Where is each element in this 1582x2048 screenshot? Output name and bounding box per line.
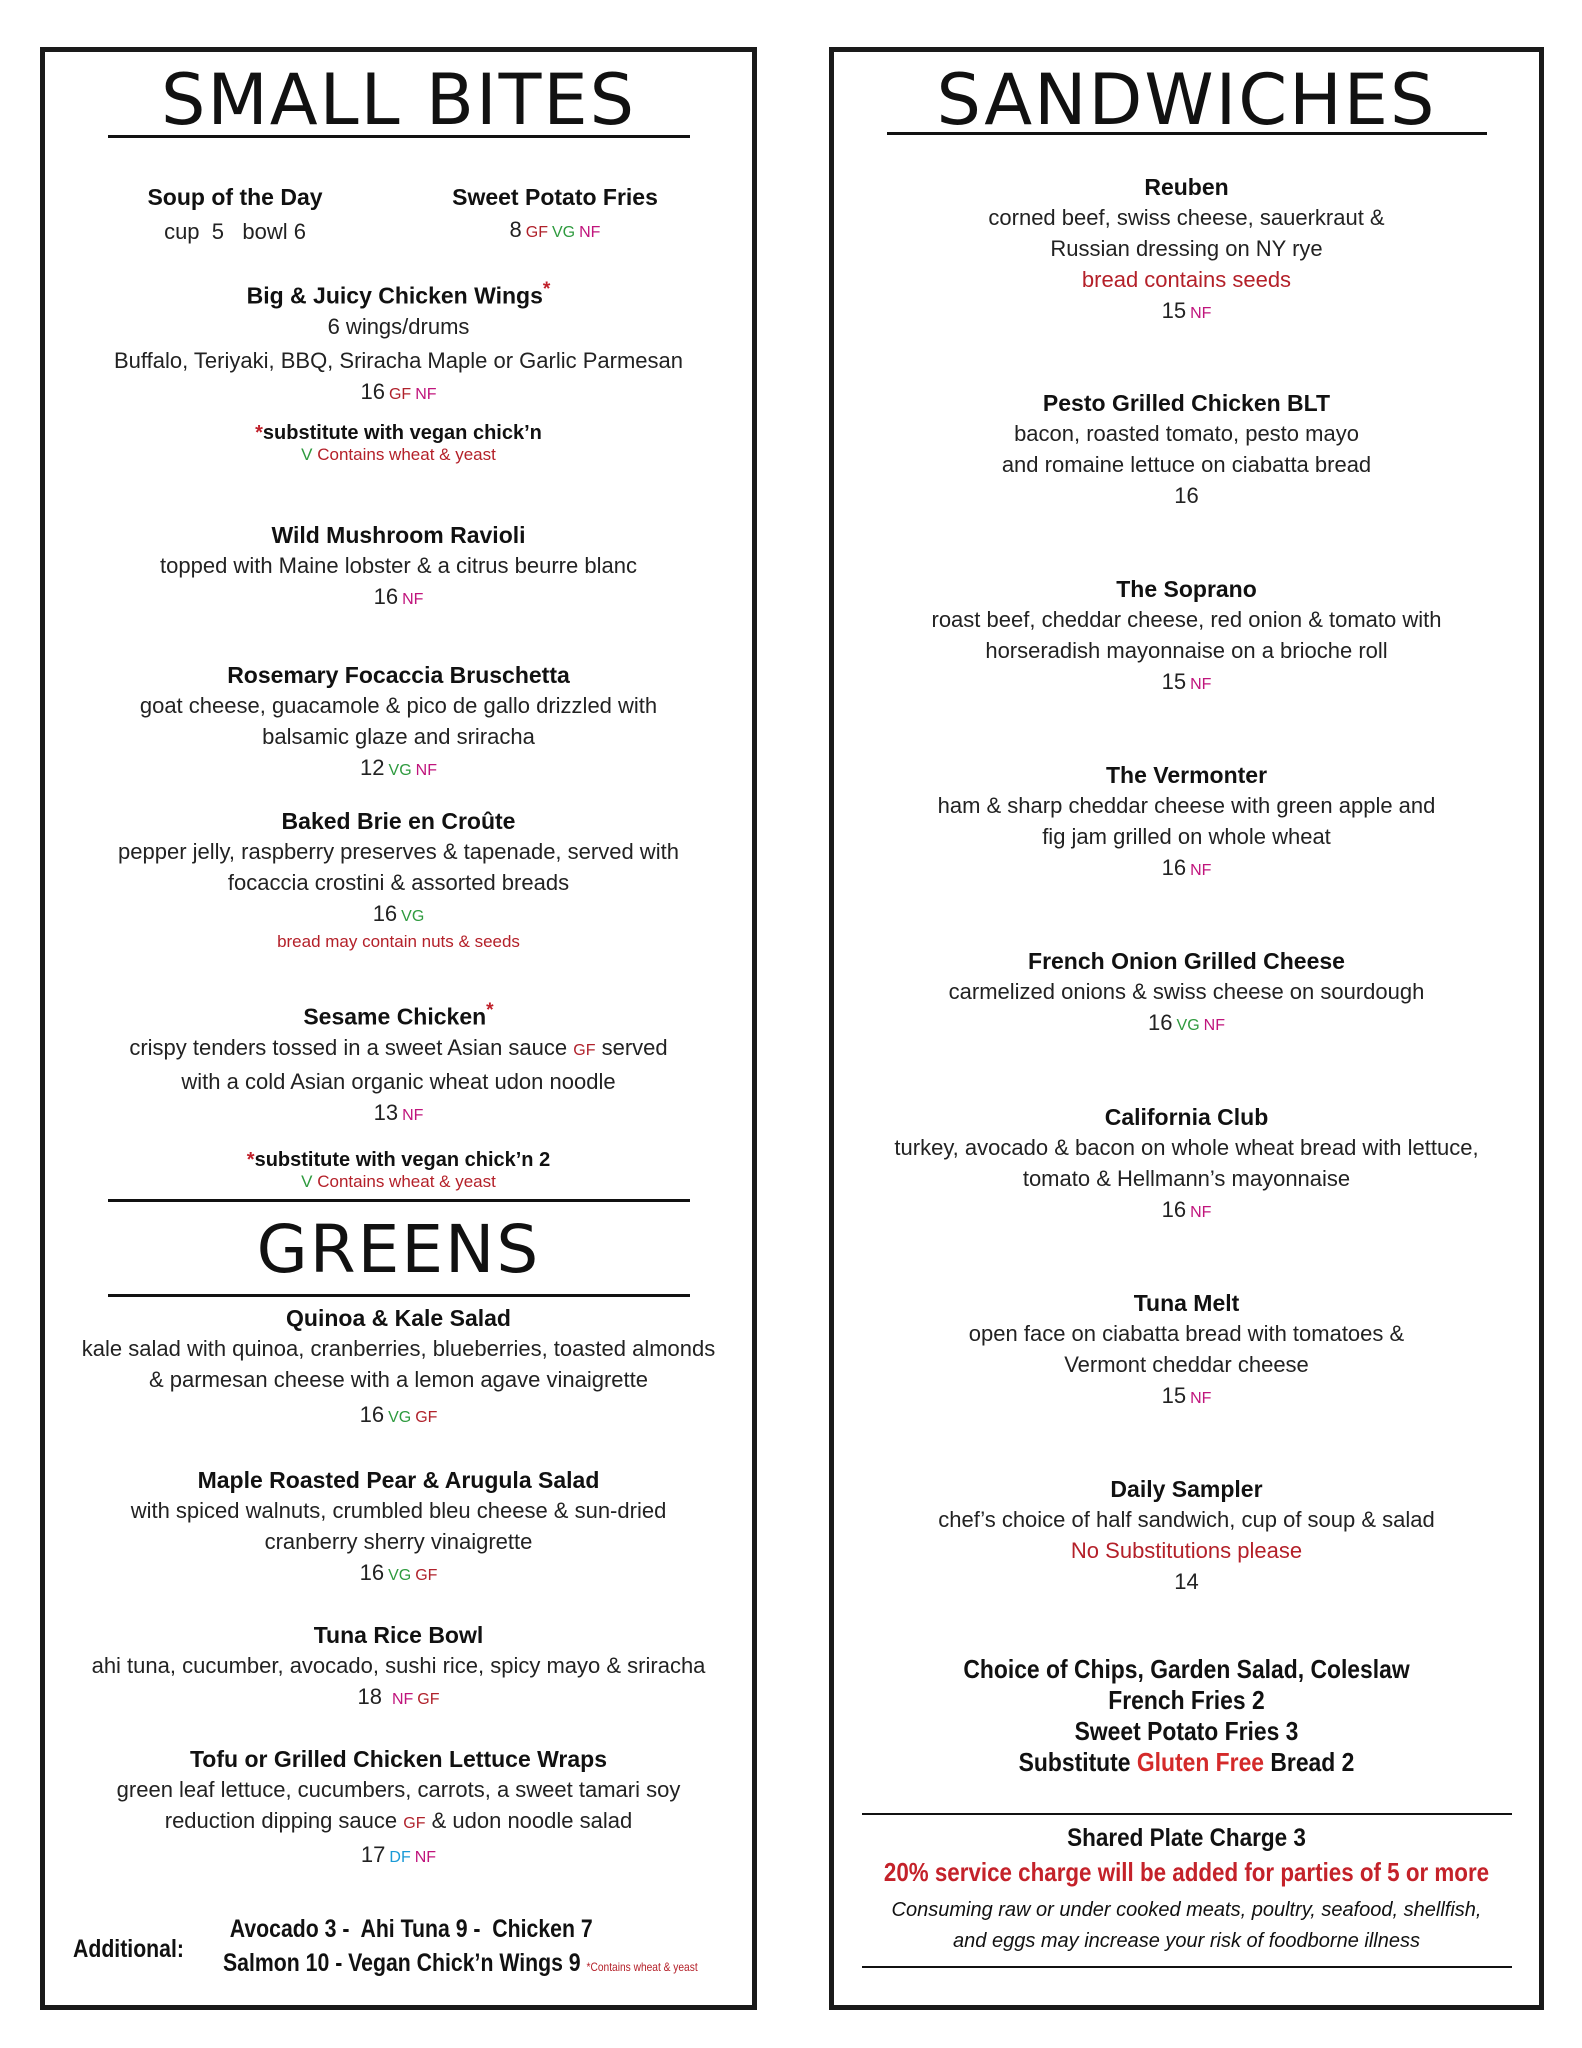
price-value: 16 (359, 1402, 385, 1427)
desc-text: reduction dipping sauce (164, 1808, 398, 1833)
nf-tag: NF (1190, 1204, 1212, 1221)
v-tag: V (301, 1171, 313, 1191)
nf-tag: NF (391, 1691, 414, 1708)
item-name: Soup of the Day (147, 184, 323, 210)
item-price (45, 1399, 752, 1433)
df-tag: DF (389, 1849, 411, 1866)
item-desc: Russian dressing on NY rye (1050, 236, 1323, 261)
item-desc: pepper jelly, raspberry preserves & tapenade, served with (118, 839, 679, 864)
item-price: 16 (1174, 483, 1199, 508)
additional-options (223, 1912, 698, 1984)
item-name: Reuben (1144, 174, 1229, 200)
footer-bottom-rule (862, 1966, 1512, 1968)
vg-tag: VG (552, 224, 576, 241)
sandwiches-title: SANDWICHES (936, 59, 1437, 141)
contains-note (45, 1172, 752, 1192)
item-desc: balsamic glaze and sriracha (262, 724, 535, 749)
sweet-potato-fries (425, 182, 685, 248)
pear-arugula-salad (45, 1465, 752, 1591)
choices-line: French Fries 2 (1108, 1685, 1265, 1715)
price-value: 16 (372, 901, 398, 926)
price-value: 16 (373, 584, 399, 609)
vegan-substitute (45, 422, 752, 445)
item-price (834, 1194, 1539, 1228)
service-charge: 20% service charge will be added for parties of 5 or more (883, 1857, 1490, 1887)
nf-tag: NF (1190, 305, 1212, 322)
title-underline (887, 132, 1487, 135)
nf-tag: NF (1203, 1017, 1225, 1034)
vg-tag: VG (388, 1409, 412, 1426)
focaccia-bruschetta (45, 660, 752, 786)
nf-tag: NF (415, 762, 437, 779)
desc-text: served (601, 1034, 668, 1060)
vg-tag: VG (1176, 1017, 1200, 1034)
additional-note: *Contains wheat & yeast (586, 1960, 698, 1974)
nf-tag: NF (415, 385, 437, 403)
nf-tag: NF (1190, 1390, 1212, 1407)
additional-line-1: Avocado 3 - Ahi Tuna 9 - Chicken 7 (229, 1915, 593, 1943)
item-price (834, 1007, 1539, 1041)
item-price (45, 1839, 752, 1873)
tuna-melt (834, 1288, 1539, 1414)
shared-plate-charge: Shared Plate Charge 3 (1067, 1824, 1306, 1852)
contains-note (45, 445, 752, 465)
nf-tag: NF (402, 1106, 424, 1124)
vg-tag: VG (388, 762, 412, 779)
item-price: 14 (1174, 1569, 1199, 1594)
gf-tag: GF (415, 1409, 438, 1426)
asterisk: * (486, 1000, 494, 1021)
text: Bread 2 (1270, 1747, 1355, 1777)
nf-tag: NF (1190, 862, 1212, 879)
price-value: 16 (1161, 855, 1187, 880)
item-name: Tuna Melt (1133, 1290, 1240, 1316)
item-price (834, 852, 1539, 886)
price-value: 16 (359, 1560, 385, 1585)
price-value: 8 (509, 217, 522, 242)
item-desc (45, 1032, 752, 1066)
item-name: The Vermonter (1105, 762, 1268, 788)
price-value: 15 (1161, 298, 1187, 323)
consumption-warning: and eggs may increase your risk of foodborne illness (953, 1930, 1420, 1952)
choices-line: Sweet Potato Fries 3 (1074, 1716, 1299, 1746)
choices-line (876, 1747, 1496, 1778)
gf-tag: GF (388, 385, 412, 403)
item-desc: fig jam grilled on whole wheat (1042, 824, 1331, 849)
item-name: Quinoa & Kale Salad (286, 1305, 511, 1331)
gf-tag: GF (403, 1815, 426, 1832)
sesame-chicken (45, 996, 752, 1192)
small-bites-title: SMALL BITES (160, 59, 637, 141)
additional-label: Additional: (73, 1935, 184, 1963)
asterisk: * (542, 279, 551, 300)
footer-top-rule (862, 1813, 1512, 1815)
desc-text: & udon noodle salad (431, 1808, 633, 1833)
item-desc: with spiced walnuts, crumbled bleu cheese & sun-dried (130, 1498, 667, 1523)
item-price (834, 666, 1539, 700)
sandwiches-panel (829, 47, 1544, 2010)
item-name: California Club (1104, 1104, 1269, 1130)
consumption-warning: Consuming raw or under cooked meats, poultry, seafood, shellfish, (891, 1899, 1482, 1921)
item-name: Pesto Grilled Chicken BLT (1042, 390, 1331, 416)
item-name: Maple Roasted Pear & Arugula Salad (197, 1467, 600, 1493)
item-desc: carmelized onions & swiss cheese on sourdough (948, 979, 1425, 1004)
desc-text: crispy tenders tossed in a sweet Asian sauce (129, 1034, 568, 1060)
item-price (834, 1380, 1539, 1414)
item-price (45, 1097, 752, 1131)
greens-top-rule (108, 1199, 690, 1202)
bread-note: bread contains seeds (1081, 267, 1292, 292)
item-price (45, 752, 752, 786)
bread-note: bread may contain nuts & seeds (277, 932, 520, 951)
california-club (834, 1102, 1539, 1228)
item-desc: cranberry sherry vinaigrette (264, 1529, 533, 1554)
nf-tag: NF (414, 1849, 437, 1866)
name-text: Big & Juicy Chicken Wings (246, 282, 543, 309)
price-value: 17 (360, 1842, 386, 1867)
price-value: 16 (1148, 1010, 1173, 1035)
item-desc: ahi tuna, cucumber, avocado, sushi rice, spicy mayo & sriracha (91, 1653, 706, 1678)
lettuce-wraps (45, 1744, 752, 1873)
item-desc: Buffalo, Teriyaki, BBQ, Sriracha Maple or Garlic Parmesan (114, 347, 683, 373)
v-tag: V (301, 444, 313, 464)
item-desc: Vermont cheddar cheese (1064, 1352, 1309, 1377)
item-name: Sweet Potato Fries (452, 184, 658, 210)
item-price (45, 1681, 752, 1715)
soup-of-the-day (135, 182, 335, 247)
item-price (834, 295, 1539, 329)
small-bites-panel (40, 47, 757, 2010)
item-desc: tomato & Hellmann’s mayonnaise (1022, 1166, 1351, 1191)
note-text: Contains wheat & yeast (317, 444, 496, 464)
item-desc: and romaine lettuce on ciabatta bread (1001, 452, 1372, 477)
item-desc: kale salad with quinoa, cranberries, blueberries, toasted almonds (81, 1336, 716, 1361)
item-name: Rosemary Focaccia Bruschetta (227, 662, 570, 688)
item-name (45, 275, 752, 311)
item-price (425, 214, 685, 248)
item-desc: horseradish mayonnaise on a brioche roll (985, 638, 1388, 663)
price-value: 18 (357, 1684, 382, 1709)
asterisk: * (255, 421, 263, 444)
gf-tag: GF (573, 1041, 596, 1059)
sub-text: substitute with vegan chick’n 2 (254, 1148, 551, 1171)
baked-brie (45, 806, 752, 952)
choices-line: Choice of Chips, Garden Salad, Coleslaw (963, 1654, 1410, 1684)
french-onion-grilled-cheese (834, 946, 1539, 1041)
gluten-free-text: Gluten Free (1136, 1747, 1265, 1777)
item-desc: topped with Maine lobster & a citrus beurre blanc (160, 553, 637, 578)
item-name: Wild Mushroom Ravioli (271, 522, 526, 548)
reuben (834, 172, 1539, 329)
item-price (45, 581, 752, 615)
vg-tag: VG (388, 1567, 412, 1584)
item-desc: roast beef, cheddar cheese, red onion & tomato with (931, 607, 1442, 632)
item-desc: corned beef, swiss cheese, sauerkraut & (988, 205, 1385, 230)
greens-bottom-rule (108, 1294, 690, 1297)
item-desc: & parmesan cheese with a lemon agave vinaigrette (149, 1367, 648, 1392)
item-name: Baked Brie en Croûte (281, 808, 516, 834)
item-name: Tofu or Grilled Chicken Lettuce Wraps (189, 1746, 608, 1772)
asterisk: * (246, 1148, 255, 1171)
gf-tag: GF (415, 1567, 438, 1584)
vegan-substitute (45, 1149, 752, 1172)
item-desc: 6 wings/drums (327, 313, 470, 339)
item-name (45, 996, 752, 1032)
price-value: 13 (373, 1099, 399, 1125)
vg-tag: VG (401, 908, 425, 925)
item-desc: green leaf lettuce, cucumbers, carrots, a sweet tamari soy (116, 1777, 681, 1802)
gf-tag: GF (525, 224, 548, 241)
nf-tag: NF (579, 224, 601, 241)
name-text: Sesame Chicken (303, 1003, 487, 1030)
item-price (45, 1557, 752, 1591)
greens-title: GREENS (256, 1211, 541, 1288)
item-desc: turkey, avocado & bacon on whole wheat bread with lettuce, (894, 1135, 1479, 1160)
price-value: 16 (1161, 1197, 1187, 1222)
price-value: 16 (360, 378, 385, 404)
item-desc: chef’s choice of half sandwich, cup of soup & salad (938, 1507, 1435, 1532)
no-substitutions-note: No Substitutions please (1070, 1538, 1303, 1563)
wild-mushroom-ravioli (45, 520, 752, 615)
price-value: 15 (1161, 669, 1187, 694)
note-text: Contains wheat & yeast (317, 1171, 496, 1191)
item-desc: goat cheese, guacamole & pico de gallo drizzled with (139, 693, 658, 718)
item-name: Tuna Rice Bowl (313, 1622, 484, 1648)
item-price (45, 376, 752, 410)
item-desc: ham & sharp cheddar cheese with green apple and (937, 793, 1436, 818)
price-value: 15 (1161, 1383, 1187, 1408)
item-desc: bacon, roasted tomato, pesto mayo (1014, 421, 1359, 446)
tuna-rice-bowl (45, 1620, 752, 1715)
item-name: The Soprano (1116, 576, 1257, 602)
item-desc: with a cold Asian organic wheat udon noodle (181, 1068, 616, 1094)
cup-price: cup 5 (164, 219, 224, 244)
price-value: 12 (360, 755, 385, 780)
title-underline (108, 135, 690, 138)
item-name: French Onion Grilled Cheese (1028, 948, 1345, 974)
text: Substitute (1018, 1747, 1131, 1777)
side-choices (834, 1654, 1539, 1778)
gf-tag: GF (417, 1691, 440, 1708)
sub-text: substitute with vegan chick’n (262, 421, 542, 444)
item-name: Daily Sampler (1110, 1476, 1263, 1502)
nf-tag: NF (402, 591, 424, 608)
daily-sampler (834, 1474, 1539, 1597)
item-price (45, 898, 752, 932)
item-desc (45, 1805, 752, 1839)
pesto-chicken-blt (834, 388, 1539, 511)
nf-tag: NF (1190, 676, 1212, 693)
item-desc: open face on ciabatta bread with tomatoes & (968, 1321, 1405, 1346)
item-desc: focaccia crostini & assorted breads (227, 870, 570, 895)
additional-line-2: Salmon 10 - Vegan Chick’n Wings 9 (223, 1949, 581, 1977)
quinoa-kale-salad (45, 1303, 752, 1433)
bowl-price: bowl 6 (242, 219, 306, 244)
item-price (135, 216, 335, 247)
the-vermonter (834, 760, 1539, 886)
footer (834, 1821, 1539, 1957)
the-soprano (834, 574, 1539, 700)
chicken-wings (45, 275, 752, 465)
